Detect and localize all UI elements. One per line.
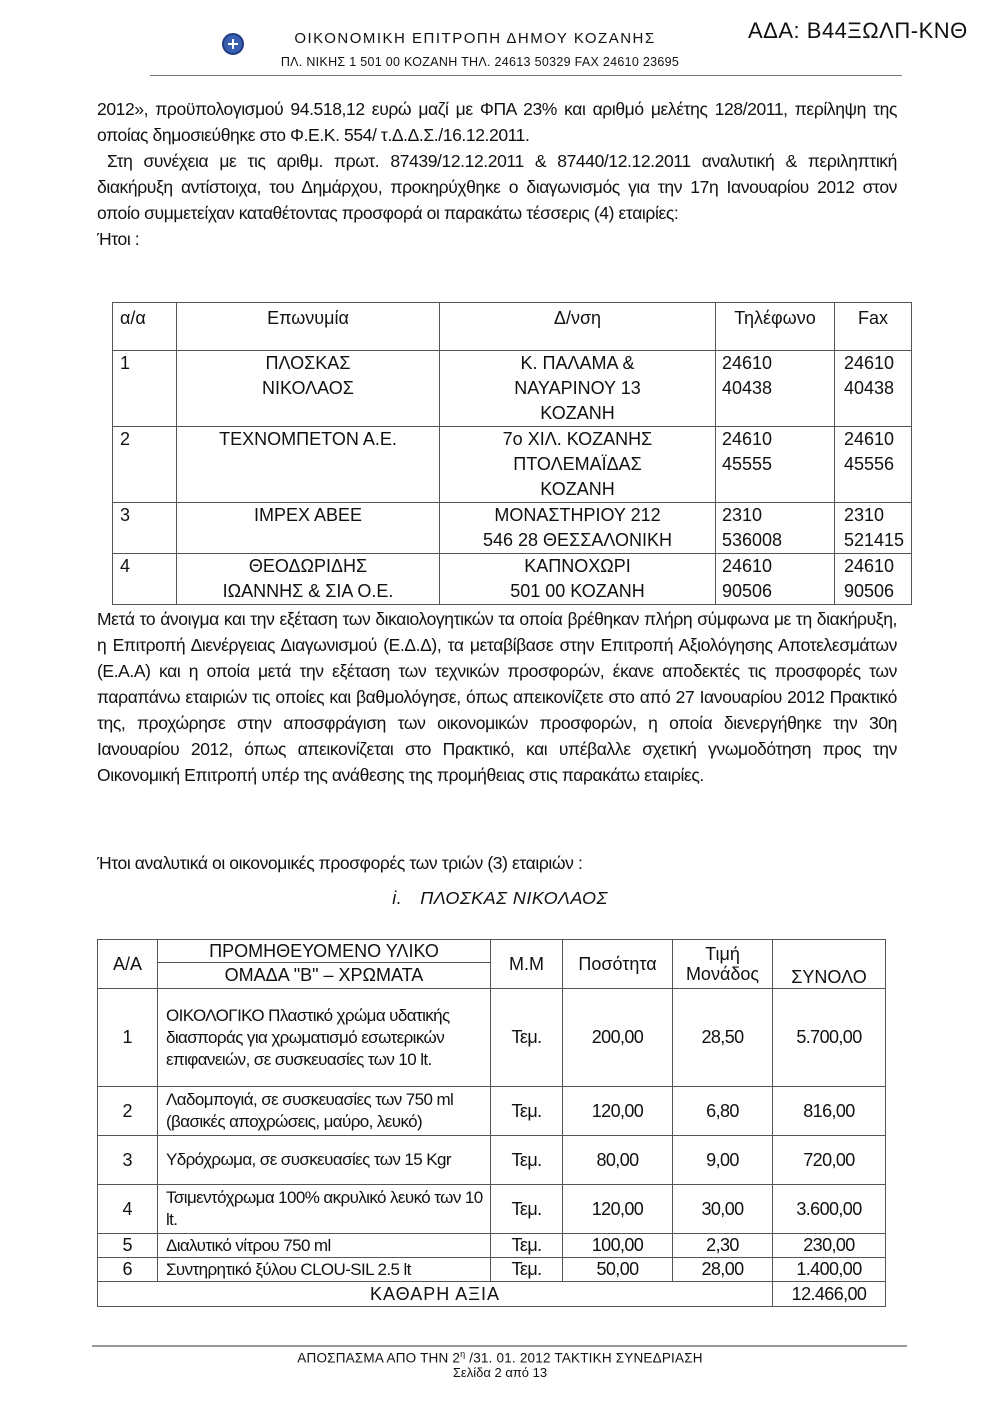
cell-aa: 3 (113, 503, 177, 554)
col-header-unit: Μ.Μ (491, 940, 563, 989)
address-line: 7ο ΧΙΛ. ΚΟΖΑΝΗΣ (502, 429, 653, 449)
table-row (98, 1185, 886, 1234)
table-row (98, 1258, 886, 1282)
address-line: 501 00 ΚΟΖΑΝΗ (510, 581, 645, 601)
col-header-group: ΟΜΑΔΑ "Β" – ΧΡΩΜΑΤΑ (158, 963, 491, 989)
table-row (113, 427, 912, 503)
companies-header-row (113, 303, 912, 351)
phone-line: 24610 (722, 429, 773, 449)
intro-line-1: 2012», προϋπολογισμού 94.518,12 ευρώ μαζί με ΦΠΑ 23% και αριθμό μελέτης 128/2011, περίληψη της οποίας δημοσιεύθηκε στο Φ.Ε.Κ. 554/ τ.Δ.Δ.Σ./16.12.2011. (97, 99, 897, 145)
col-header-unit-price (673, 940, 773, 989)
footer-divider (92, 1345, 907, 1347)
fax-line: 24610 (844, 429, 895, 449)
cell-address (440, 351, 716, 427)
fax-line: 24610 (844, 556, 895, 576)
cell-unit: Τεμ. (491, 1185, 563, 1234)
header-divider (150, 75, 902, 76)
intro-paragraph (97, 96, 897, 252)
cell-fax (835, 351, 912, 427)
cell-quantity: 100,00 (563, 1234, 673, 1258)
footer-session (0, 1349, 1000, 1366)
cell-description: Υδρόχρωμα, σε συσκευασίες των 15 Kgr (158, 1136, 491, 1185)
cell-quantity: 50,00 (563, 1258, 673, 1282)
cell-aa: 2 (113, 427, 177, 503)
offers-intro: Ήτοι αναλυτικά οι οικονομικές προσφορές των τριών (3) εταιριών : (97, 853, 583, 873)
section-company: ΠΛΟΣΚΑΣ ΝΙΚΟΛΑΟΣ (420, 888, 608, 908)
cell-phone (716, 427, 835, 503)
cell-aa: 5 (98, 1234, 158, 1258)
address-line: ΝΑΥΑΡΙΝΟΥ 13 (514, 378, 641, 398)
unit-price-line: Μονάδος (685, 964, 760, 984)
ada-code: ΑΔΑ: Β44ΞΩΛΠ-ΚΝΘ (748, 18, 968, 43)
phone-line: 45555 (722, 454, 773, 474)
fax-line: 2310 (844, 505, 885, 525)
cell-name (177, 503, 440, 554)
cell-fax (835, 554, 912, 605)
page-header (0, 0, 1000, 90)
companies-table (112, 302, 912, 605)
table-row (98, 1234, 886, 1258)
table-row (113, 503, 912, 554)
cell-unit: Τεμ. (491, 1258, 563, 1282)
cell-description: Τσιμεντόχρωμα 100% ακρυλικό λευκό των 10 lt. (158, 1185, 491, 1234)
col-header-aa: α/α (113, 303, 177, 351)
address-line: ΚΑΠΝΟΧΩΡΙ (524, 556, 631, 576)
address-line: ΠΤΟΛΕΜΑΪΔΑΣ (513, 454, 642, 474)
table-row (98, 1087, 886, 1136)
intro-line-2: Στη συνέχεια με τις αριθμ. πρωτ. 87439/12.12.2011 & 87440/12.12.2011 αναλυτική & περιληπτική διακήρυξη αντίστοιχα, του Δημάρχου, προκηρύχθηκε ο διαγωνισμός για την 17η Ιανουαρίου 2012 στον οποίο συμμετείχαν καταθέτοντας προσφορά οι παρακάτω τέσσερις (4) εταιρίες: (97, 151, 897, 223)
cell-description: Διαλυτικό νίτρου 750 ml (158, 1234, 491, 1258)
address-line: Κ. ΠΑΛΑΜΑ & (520, 353, 635, 373)
phone-line: 90506 (722, 581, 773, 601)
evaluation-paragraph: Μετά το άνοιγμα και την εξέταση των δικαιολογητικών τα οποία βρέθηκαν πλήρη σύμφωνα με τη διακήρυξη, η Επιτροπή Διενέργειας Διαγωνισμού (Ε.Δ.Δ), τα μεταβίβασε στην Επιτροπή Αξιολόγησης Αποτελεσμάτων (Ε.Α.Α) και η οποία μετά την εξέταση των τεχνικών προσφορών, έκανε αποδεκτές τις προσφορές των παραπάνω εταιριών τις οποίες και βαθμολόγησε, όπως απεικονίζετε στο από 27 Ιανουαρίου 2012 Πρακτικό της, προχώρησε στην αποσφράγιση των οικονομικών προσφορών, η οποία διενεργήθηκε την 30η Ιανουαρίου 2012, όπως απεικονίζεται στο Πρακτικό, και υπέβαλλε σχετική γνωμοδότηση προς την Οικονομική Επιτροπή υπέρ της ανάθεσης της προμήθειας στις παρακάτω εταιρίες. (97, 609, 897, 785)
cell-total: 816,00 (773, 1087, 886, 1136)
page-number: Σελίδα 2 από 13 (452, 1365, 548, 1380)
fax-line: 521415 (844, 530, 905, 550)
cell-name (177, 351, 440, 427)
phone-line: 24610 (722, 353, 773, 373)
address-line: ΚΟΖΑΝΗ (540, 403, 615, 423)
phone-line: 2310 (722, 505, 763, 525)
col-header-name: Επωνυμία (177, 303, 440, 351)
cell-name (177, 554, 440, 605)
address-line: 546 28 ΘΕΣΣΑΛΟΝΙΚΗ (483, 530, 672, 550)
phone-line: 24610 (722, 556, 773, 576)
name-line: ΝΙΚΟΛΑΟΣ (262, 378, 354, 398)
unit-price-line: Τιμή (705, 944, 740, 964)
cell-unit: Τεμ. (491, 989, 563, 1087)
address-line: ΚΟΖΑΝΗ (540, 479, 615, 499)
cell-fax (835, 427, 912, 503)
fax-line: 24610 (844, 353, 895, 373)
cell-unit: Τεμ. (491, 1234, 563, 1258)
cell-unit-price: 6,80 (673, 1087, 773, 1136)
cell-quantity: 120,00 (563, 1185, 673, 1234)
col-header-quantity: Ποσότητα (563, 940, 673, 989)
footer-session-date: /31. 01. 2012 ΤΑΚΤΙΚΗ ΣΥΝΕΔΡΙΑΣΗ (465, 1350, 703, 1366)
cell-total: 3.600,00 (773, 1185, 886, 1234)
table-row (98, 1136, 886, 1185)
org-title: ΟΙΚΟΝΟΜΙΚΗ ΕΠΙΤΡΟΠΗ ΔΗΜΟΥ ΚΟΖΑΝΗΣ (294, 30, 656, 47)
cell-total: 720,00 (773, 1136, 886, 1185)
cell-address (440, 554, 716, 605)
cell-fax (835, 503, 912, 554)
fax-line: 45556 (844, 454, 895, 474)
cell-aa: 6 (98, 1258, 158, 1282)
cell-aa: 1 (113, 351, 177, 427)
fax-line: 90506 (844, 581, 895, 601)
cell-quantity: 200,00 (563, 989, 673, 1087)
cell-unit: Τεμ. (491, 1136, 563, 1185)
cell-description: Συντηρητικό ξύλου CLOU-SIL 2.5 lt (158, 1258, 491, 1282)
cell-quantity: 120,00 (563, 1087, 673, 1136)
footer-session-ordinal: η (460, 1349, 466, 1359)
cell-unit: Τεμ. (491, 1087, 563, 1136)
cell-address (440, 427, 716, 503)
phone-line: 40438 (722, 378, 773, 398)
table-row (113, 554, 912, 605)
offers-table (97, 939, 886, 1307)
net-value: 12.466,00 (773, 1282, 886, 1307)
cell-aa: 3 (98, 1136, 158, 1185)
cell-unit-price: 28,50 (673, 989, 773, 1087)
cell-unit-price: 28,00 (673, 1258, 773, 1282)
cell-name (177, 427, 440, 503)
cell-phone (716, 351, 835, 427)
cell-phone (716, 554, 835, 605)
cell-quantity: 80,00 (563, 1136, 673, 1185)
col-header-item: ΠΡΟΜΗΘΕΥΟΜΕΝΟ ΥΛΙΚΟ (158, 940, 491, 963)
name-line: ΤΕΧΝΟΜΠΕΤΟΝ Α.Ε. (219, 429, 397, 449)
offers-header-row-top (98, 940, 886, 963)
name-line: ΠΛΟΣΚΑΣ (265, 353, 351, 373)
col-header-aa: Α/Α (98, 940, 158, 989)
cell-aa: 2 (98, 1087, 158, 1136)
cell-address (440, 503, 716, 554)
hellenic-coat-of-arms-icon (222, 33, 244, 55)
cell-aa: 4 (113, 554, 177, 605)
phone-line: 536008 (722, 530, 783, 550)
name-line: ΙΜΡΕΧ ΑΒΕΕ (253, 505, 363, 525)
net-value-row (98, 1282, 886, 1307)
cell-unit-price: 2,30 (673, 1234, 773, 1258)
name-line: ΘΕΟΔΩΡΙΔΗΣ (248, 556, 368, 576)
col-header-fax: Fax (835, 303, 912, 351)
col-header-phone: Τηλέφωνο (716, 303, 835, 351)
cell-total: 1.400,00 (773, 1258, 886, 1282)
cell-total: 5.700,00 (773, 989, 886, 1087)
cell-description: ΟΙΚΟΛΟΓΙΚΟ Πλαστικό χρώμα υδατικής διασποράς για χρωματισμό εσωτερικών επιφανειών, σε συσκευασίες των 10 lt. (158, 989, 491, 1087)
net-value-label: ΚΑΘΑΡΗ ΑΞΙΑ (98, 1282, 773, 1307)
cell-phone (716, 503, 835, 554)
fax-line: 40438 (844, 378, 895, 398)
cell-aa: 1 (98, 989, 158, 1087)
offer-section-title (0, 888, 1000, 909)
col-header-total: ΣΥΝΟΛΟ (773, 940, 886, 989)
footer-session-text: ΑΠΟΣΠΑΣΜΑ ΑΠΟ ΤΗΝ 2 (297, 1350, 461, 1366)
section-numeral: i. (392, 888, 403, 908)
address-line: ΜΟΝΑΣΤΗΡΙΟΥ 212 (494, 505, 661, 525)
cell-unit-price: 9,00 (673, 1136, 773, 1185)
cell-aa: 4 (98, 1185, 158, 1234)
cell-unit-price: 30,00 (673, 1185, 773, 1234)
col-header-address: Δ/νση (440, 303, 716, 351)
cell-description: Λαδομπογιά, σε συσκευασίες των 750 ml (βασικές αποχρώσεις, μαύρο, λευκό) (158, 1087, 491, 1136)
table-row (113, 351, 912, 427)
org-address: ΠΛ. ΝΙΚΗΣ 1 501 00 ΚΟΖΑΝΗ ΤΗΛ. 24613 50329 FAX 24610 23695 (280, 55, 680, 69)
cell-total: 230,00 (773, 1234, 886, 1258)
table-row (98, 989, 886, 1087)
intro-line-3: Ήτοι : (97, 229, 140, 249)
name-line: ΙΩΑΝΝΗΣ & ΣΙΑ Ο.Ε. (222, 581, 394, 601)
